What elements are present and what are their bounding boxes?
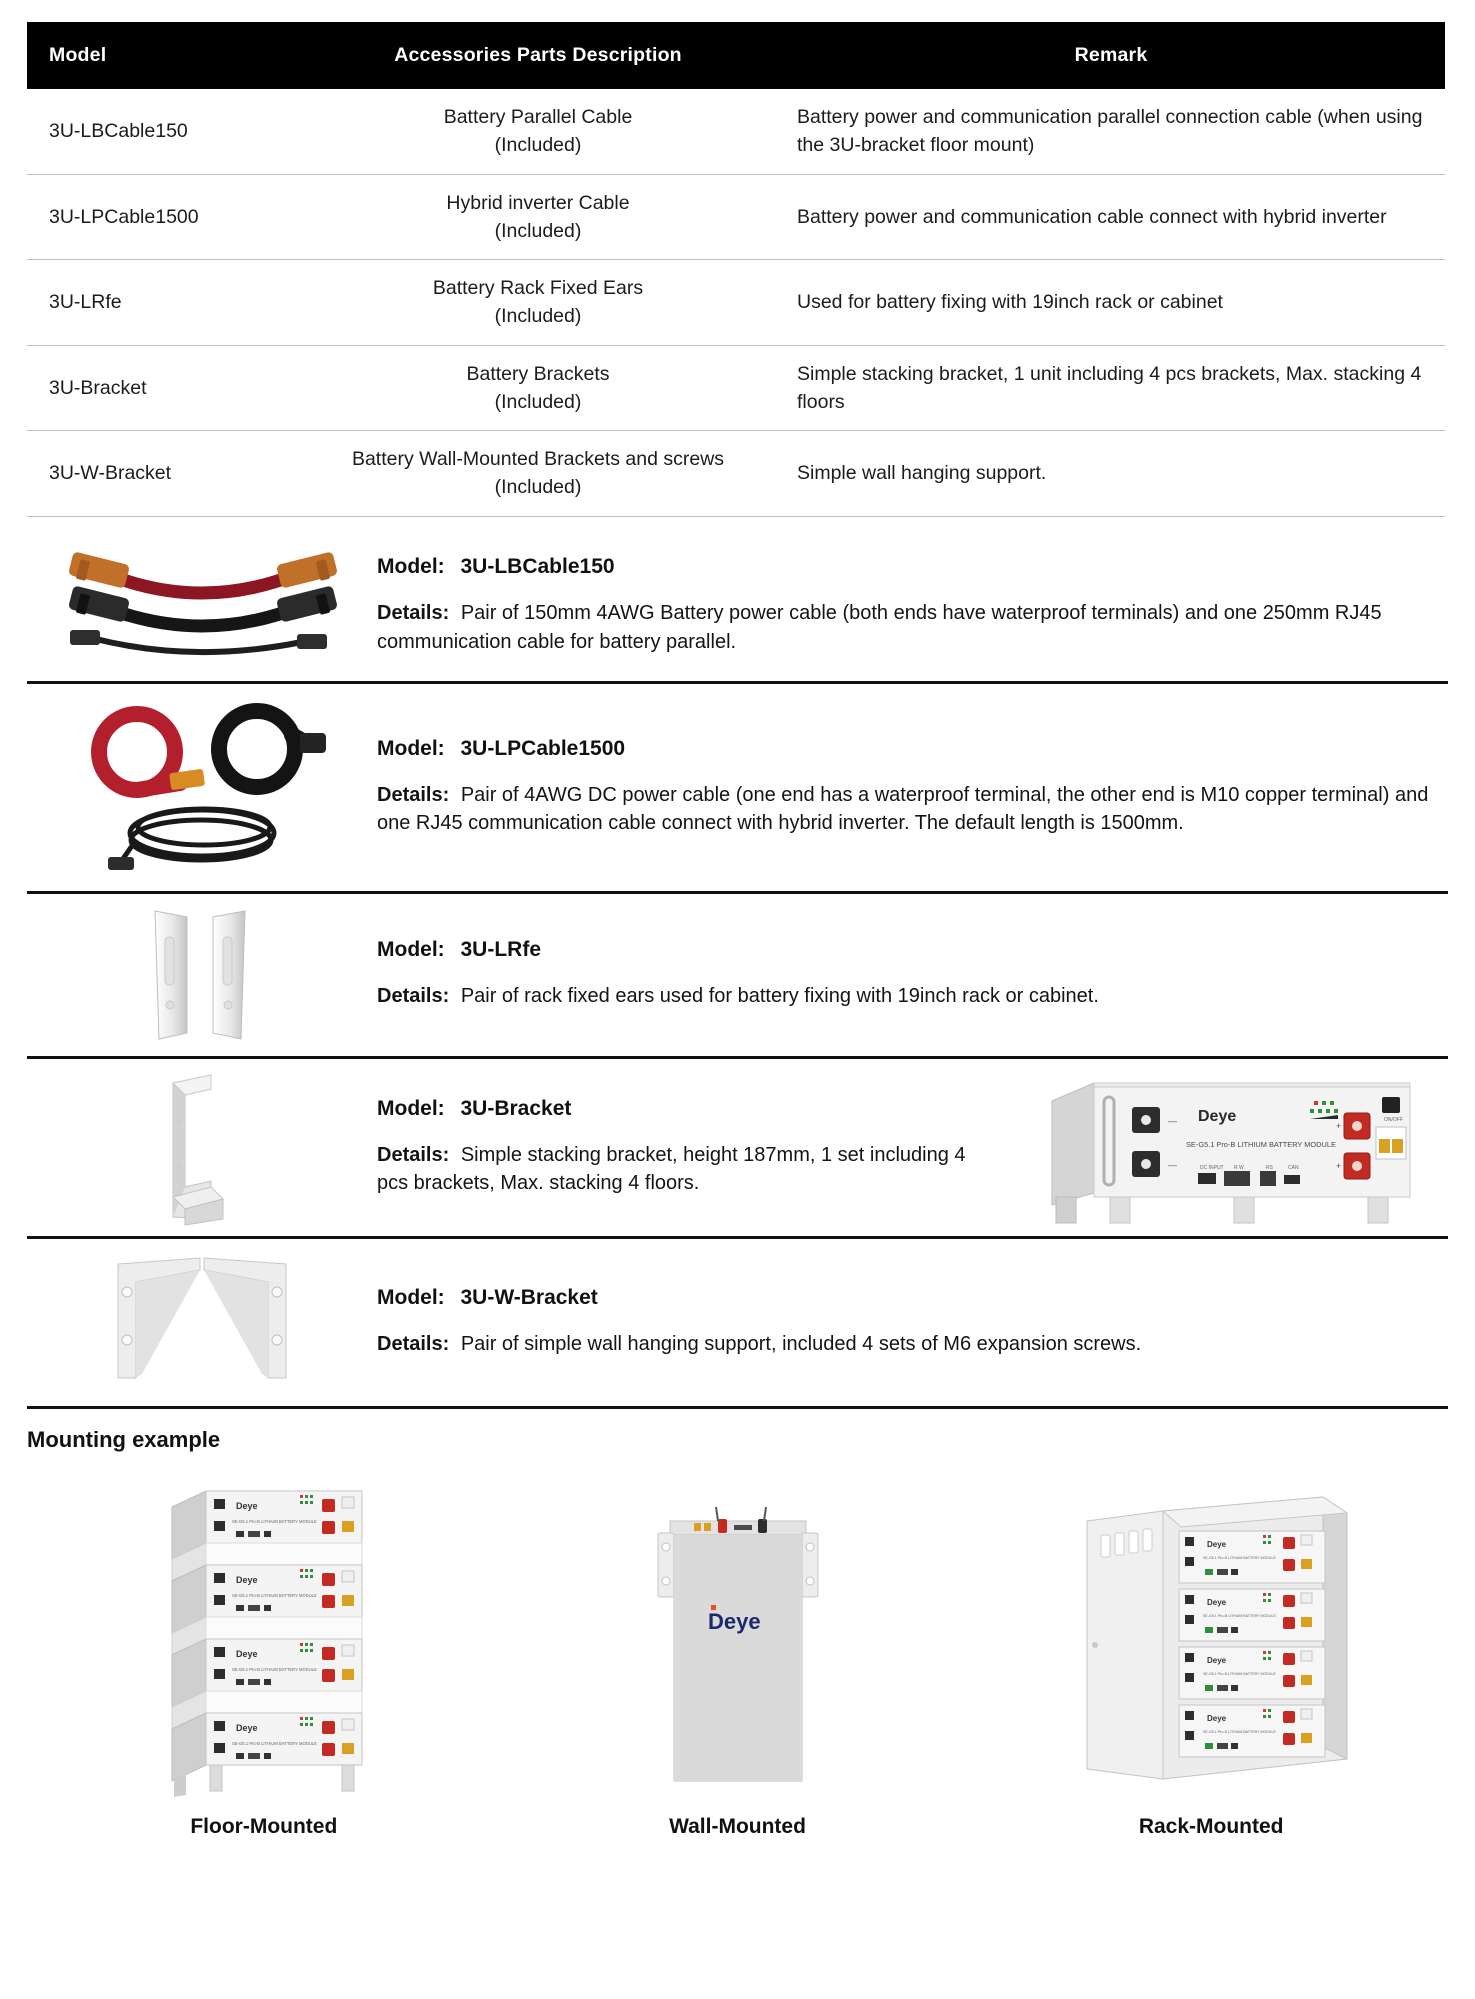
svg-text:RS: RS bbox=[1266, 1164, 1273, 1171]
cell-model: 3U-LBCable150 bbox=[27, 89, 299, 174]
svg-text:Deye: Deye bbox=[235, 1722, 258, 1733]
table-row bbox=[27, 431, 1445, 517]
rack-mounted-cabinet-photo bbox=[1051, 1467, 1371, 1797]
svg-text:—: — bbox=[1168, 1115, 1177, 1126]
wall-bracket-left bbox=[118, 1258, 200, 1378]
details-label: Details: bbox=[377, 602, 450, 625]
column-header-remark: Remark bbox=[777, 22, 1445, 89]
rj45-plug-right bbox=[297, 634, 327, 649]
details-label: Details: bbox=[377, 985, 450, 1008]
model-label: Model: bbox=[377, 938, 445, 962]
battery-module-illustration bbox=[1038, 1065, 1438, 1230]
stack-feet bbox=[174, 1765, 354, 1797]
svg-text:SE-G5.1 Pro-B LITHIUM BATTERY: SE-G5.1 Pro-B LITHIUM BATTERY MODULE bbox=[231, 1740, 317, 1746]
black-dc-cable bbox=[219, 711, 326, 787]
cell-remark: Battery power and communication cable connect with hybrid inverter bbox=[777, 174, 1445, 260]
svg-text:Deye: Deye bbox=[1207, 1539, 1227, 1549]
svg-text:SE-G5.1 Pro-B LITHIUM BATTERY: SE-G5.1 Pro-B LITHIUM BATTERY MODULE bbox=[1203, 1671, 1277, 1676]
rack-fixed-ears-photo bbox=[27, 905, 377, 1045]
cell-description bbox=[299, 260, 777, 346]
model-label: Model: bbox=[377, 555, 445, 579]
rj45-port-left bbox=[1379, 1139, 1390, 1153]
details-value: Pair of 150mm 4AWG Battery power cable (both ends have waterproof terminals) and one 250mm RJ45 communication cable for battery parallel. bbox=[377, 602, 1382, 653]
product-info-lpcable1500 bbox=[377, 737, 1448, 838]
details-label: Details: bbox=[377, 1143, 450, 1166]
model-value: 3U-Bracket bbox=[460, 1096, 572, 1120]
product-info-w-bracket bbox=[377, 1286, 1448, 1358]
svg-text:+: + bbox=[1336, 1160, 1342, 1171]
rack-mounted-illustration bbox=[1051, 1477, 1371, 1797]
hybrid-inverter-cable-photo bbox=[27, 697, 377, 877]
wall-bracket-right bbox=[204, 1258, 286, 1378]
dc-input-label: DC INPUT bbox=[1200, 1164, 1224, 1171]
description-included: (Included) bbox=[494, 476, 582, 499]
model-value: 3U-W-Bracket bbox=[460, 1285, 598, 1309]
svg-text:CAN: CAN bbox=[1288, 1164, 1299, 1171]
rack-battery-unit bbox=[1179, 1531, 1325, 1583]
waterproof-terminal-left-orange bbox=[68, 551, 130, 588]
door-lock bbox=[1092, 1642, 1098, 1648]
description-included: (Included) bbox=[494, 219, 582, 242]
svg-text:SE-G5.1 Pro-B LITHIUM BATTERY: SE-G5.1 Pro-B LITHIUM BATTERY MODULE bbox=[231, 1518, 317, 1524]
rj45-port-right bbox=[1392, 1139, 1403, 1153]
hybrid-cable-illustration bbox=[52, 697, 352, 877]
waterproof-terminal-left-black bbox=[68, 585, 130, 622]
mounting-example-heading: Mounting example bbox=[27, 1406, 1448, 1453]
svg-text:Deye: Deye bbox=[1207, 1713, 1227, 1723]
battery-module-photo bbox=[1028, 1065, 1448, 1230]
details-line bbox=[377, 781, 1438, 838]
c-channel-bracket bbox=[173, 1075, 223, 1225]
svg-text:SE-G5.1 Pro-B LITHIUM BATTERY: SE-G5.1 Pro-B LITHIUM BATTERY MODULE bbox=[231, 1592, 317, 1598]
svg-text:Deye: Deye bbox=[235, 1648, 258, 1659]
mounting-example-floor bbox=[27, 1467, 501, 1839]
svg-text:Deye: Deye bbox=[235, 1574, 258, 1585]
model-line bbox=[377, 938, 1438, 962]
table-row bbox=[27, 345, 1445, 431]
accessories-table bbox=[27, 22, 1445, 517]
rack-ear-right bbox=[213, 911, 245, 1039]
svg-text:Deye: Deye bbox=[1207, 1597, 1227, 1607]
cell-remark: Battery power and communication parallel connection cable (when using the 3U-bracket floor mount) bbox=[777, 89, 1445, 174]
product-section-w-bracket bbox=[27, 1236, 1448, 1406]
mounting-caption-wall: Wall-Mounted bbox=[669, 1814, 806, 1838]
details-label: Details: bbox=[377, 1332, 450, 1355]
details-line bbox=[377, 599, 1438, 656]
description-main: Battery Parallel Cable bbox=[443, 106, 633, 128]
column-header-model: Model bbox=[27, 22, 299, 89]
mounting-example-rack bbox=[974, 1467, 1448, 1839]
model-value: 3U-LBCable150 bbox=[460, 555, 615, 579]
description-included: (Included) bbox=[494, 134, 582, 157]
mounting-caption-floor: Floor-Mounted bbox=[190, 1814, 338, 1838]
description-main: Battery Rack Fixed Ears bbox=[432, 277, 644, 300]
details-label: Details: bbox=[377, 783, 450, 806]
cabinet-door bbox=[1087, 1511, 1163, 1779]
cell-model: 3U-LRfe bbox=[27, 260, 299, 346]
table-row bbox=[27, 89, 1445, 174]
svg-text:SE-G5.1 Pro-B LITHIUM BATTERY: SE-G5.1 Pro-B LITHIUM BATTERY MODULE bbox=[231, 1666, 317, 1672]
stacking-bracket-photo bbox=[27, 1067, 377, 1227]
svg-text:R W: R W bbox=[1234, 1164, 1244, 1171]
cell-description bbox=[299, 89, 777, 174]
svg-text:Deye: Deye bbox=[707, 1608, 761, 1634]
red-dc-cable bbox=[99, 714, 205, 790]
mounting-examples-row bbox=[27, 1467, 1448, 1839]
model-value: 3U-LPCable1500 bbox=[460, 736, 626, 760]
column-header-description: Accessories Parts Description bbox=[299, 22, 777, 89]
svg-text:+: + bbox=[1336, 1120, 1342, 1131]
details-value: Pair of 4AWG DC power cable (one end has a waterproof terminal, the other end is M10 copper terminal) and one RJ45 communication cable connect with hybrid inverter. The default length is 1500mm. bbox=[377, 783, 1429, 835]
rj45-plug-left bbox=[70, 630, 100, 645]
product-section-lpcable1500 bbox=[27, 681, 1448, 891]
svg-text:Deye: Deye bbox=[1207, 1655, 1227, 1665]
wall-mounted-unit-photo bbox=[608, 1467, 868, 1797]
table-body bbox=[27, 89, 1445, 516]
floor-mounted-illustration bbox=[114, 1477, 414, 1797]
cell-model: 3U-Bracket bbox=[27, 345, 299, 431]
floor-mounted-stack-photo bbox=[114, 1467, 414, 1797]
cell-description bbox=[299, 431, 777, 517]
waterproof-terminal-right-black bbox=[276, 585, 338, 622]
details-line bbox=[377, 1141, 977, 1198]
svg-text:Deye: Deye bbox=[235, 1500, 258, 1511]
details-value: Pair of rack fixed ears used for battery fixing with 19inch rack or cabinet. bbox=[460, 985, 1099, 1008]
product-info-lbcable150 bbox=[377, 555, 1448, 656]
description-main: Battery Brackets bbox=[466, 362, 610, 385]
mounting-example-wall bbox=[501, 1467, 975, 1839]
description-main: Hybrid inverter Cable bbox=[446, 191, 630, 214]
cell-remark: Simple stacking bracket, 1 unit including 4 pcs brackets, Max. stacking 4 floors bbox=[777, 345, 1445, 431]
rack-ear-left bbox=[155, 911, 187, 1039]
mounting-caption-rack: Rack-Mounted bbox=[1138, 1814, 1284, 1838]
rack-ears-illustration bbox=[87, 905, 317, 1045]
product-section-lbcable150 bbox=[27, 531, 1448, 681]
svg-text:—: — bbox=[1168, 1159, 1177, 1170]
brand-text: Deye bbox=[1198, 1107, 1237, 1125]
details-line bbox=[377, 982, 1438, 1010]
details-value: Simple stacking bracket, height 187mm, 1 set including 4 pcs brackets, Max. stacking 4 floors. bbox=[377, 1143, 966, 1195]
model-line bbox=[377, 737, 1438, 761]
cell-model: 3U-W-Bracket bbox=[27, 431, 299, 517]
wall-bracket-illustration bbox=[82, 1252, 322, 1392]
battery-stack-unit bbox=[172, 1713, 362, 1781]
parallel-cable-illustration bbox=[52, 546, 352, 666]
deye-logo bbox=[708, 1605, 761, 1634]
product-section-lrfe bbox=[27, 891, 1448, 1056]
cell-remark: Simple wall hanging support. bbox=[777, 431, 1445, 517]
rj45-plug bbox=[108, 857, 134, 870]
rack-battery-unit bbox=[1179, 1705, 1325, 1757]
battery-parallel-cable-photo bbox=[27, 546, 377, 666]
cell-model: 3U-LPCable1500 bbox=[27, 174, 299, 260]
svg-text:SE-G5.1 Pro-B LITHIUM BATTERY: SE-G5.1 Pro-B LITHIUM BATTERY MODULE bbox=[1203, 1729, 1277, 1734]
table-row bbox=[27, 174, 1445, 260]
model-value: 3U-LRfe bbox=[460, 938, 542, 962]
description-included: (Included) bbox=[494, 305, 582, 328]
rack-battery-unit bbox=[1179, 1589, 1325, 1641]
product-info-lrfe bbox=[377, 938, 1448, 1010]
module-model-print: SE-G5.1 Pro-B LITHIUM BATTERY MODULE bbox=[1186, 1139, 1336, 1149]
m10-copper-terminal bbox=[300, 733, 326, 753]
datasheet-page bbox=[0, 22, 1475, 1999]
waterproof-terminal-right-orange bbox=[276, 551, 338, 588]
details-value: Pair of simple wall hanging support, included 4 sets of M6 expansion screws. bbox=[460, 1332, 1142, 1355]
model-label: Model: bbox=[377, 736, 445, 760]
wall-mounted-illustration bbox=[608, 1477, 868, 1797]
wall-mounted-bracket-photo bbox=[27, 1252, 377, 1392]
rj45-comm-cable-coil bbox=[108, 809, 274, 870]
model-label: Model: bbox=[377, 1285, 445, 1309]
model-line bbox=[377, 1097, 1018, 1121]
model-line bbox=[377, 1286, 1438, 1310]
power-switch bbox=[1382, 1097, 1400, 1113]
product-section-bracket bbox=[27, 1056, 1448, 1236]
svg-text:SE-G5.1 Pro-B LITHIUM BATTERY: SE-G5.1 Pro-B LITHIUM BATTERY MODULE bbox=[1203, 1555, 1277, 1560]
description-included: (Included) bbox=[494, 390, 582, 413]
details-line bbox=[377, 1330, 1438, 1358]
svg-text:SE-G5.1 Pro-B LITHIUM BATTERY: SE-G5.1 Pro-B LITHIUM BATTERY MODULE bbox=[1203, 1613, 1277, 1618]
table-row bbox=[27, 260, 1445, 346]
description-main: Battery Wall-Mounted Brackets and screws bbox=[351, 448, 725, 471]
model-line bbox=[377, 555, 1438, 579]
model-label: Model: bbox=[377, 1096, 445, 1120]
cell-description bbox=[299, 174, 777, 260]
cell-remark: Used for battery fixing with 19inch rack or cabinet bbox=[777, 260, 1445, 346]
table-header bbox=[27, 22, 1445, 89]
table-header-row bbox=[27, 22, 1445, 89]
rack-battery-unit bbox=[1179, 1647, 1325, 1699]
svg-text:ON/OFF: ON/OFF bbox=[1384, 1116, 1403, 1123]
product-info-bracket bbox=[377, 1097, 1028, 1198]
cell-description bbox=[299, 345, 777, 431]
stacking-bracket-illustration bbox=[107, 1067, 297, 1227]
